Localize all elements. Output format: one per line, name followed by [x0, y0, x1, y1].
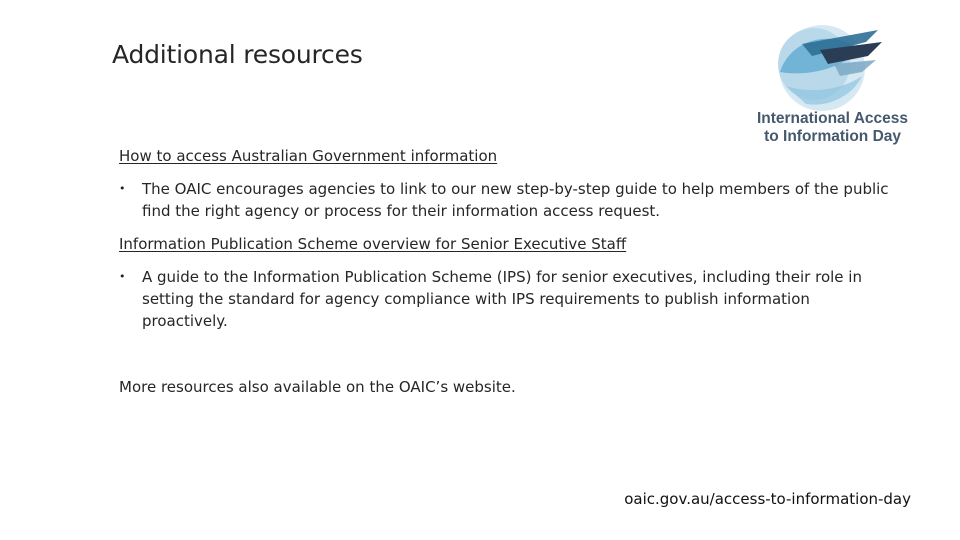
bullet-icon: •: [119, 270, 126, 283]
slide-title: Additional resources: [112, 40, 363, 69]
access-to-information-day-logo: [750, 20, 915, 152]
logo-text-line-2: to Information Day: [764, 128, 901, 145]
link-ips-overview-senior-executive[interactable]: Information Publication Scheme overview for Senior Executive Staff: [119, 235, 627, 253]
globe-logo-icon: [750, 20, 915, 112]
more-resources-text: More resources also available on the OAIC’s website.: [119, 378, 516, 396]
bullet-text: A guide to the Information Publication Scheme (IPS) for senior executives, including their role in setting the standard for agency compliance with IPS requirements to publish information proactively.: [142, 268, 862, 330]
logo-text-line-1: International Access: [756, 110, 908, 127]
resource-section: [119, 233, 899, 332]
link-how-to-access-government-information[interactable]: How to access Australian Government information: [119, 147, 498, 165]
bullet-icon: •: [119, 182, 126, 195]
resources-content: [119, 145, 899, 398]
list-item: [119, 266, 899, 332]
list-item: [119, 178, 899, 222]
footer-url[interactable]: oaic.gov.au/access-to-information-day: [624, 490, 911, 508]
bullet-text: The OAIC encourages agencies to link to our new step-by-step guide to help members of the public find the right agency or process for their information access request.: [142, 180, 889, 220]
resource-section: [119, 145, 899, 222]
